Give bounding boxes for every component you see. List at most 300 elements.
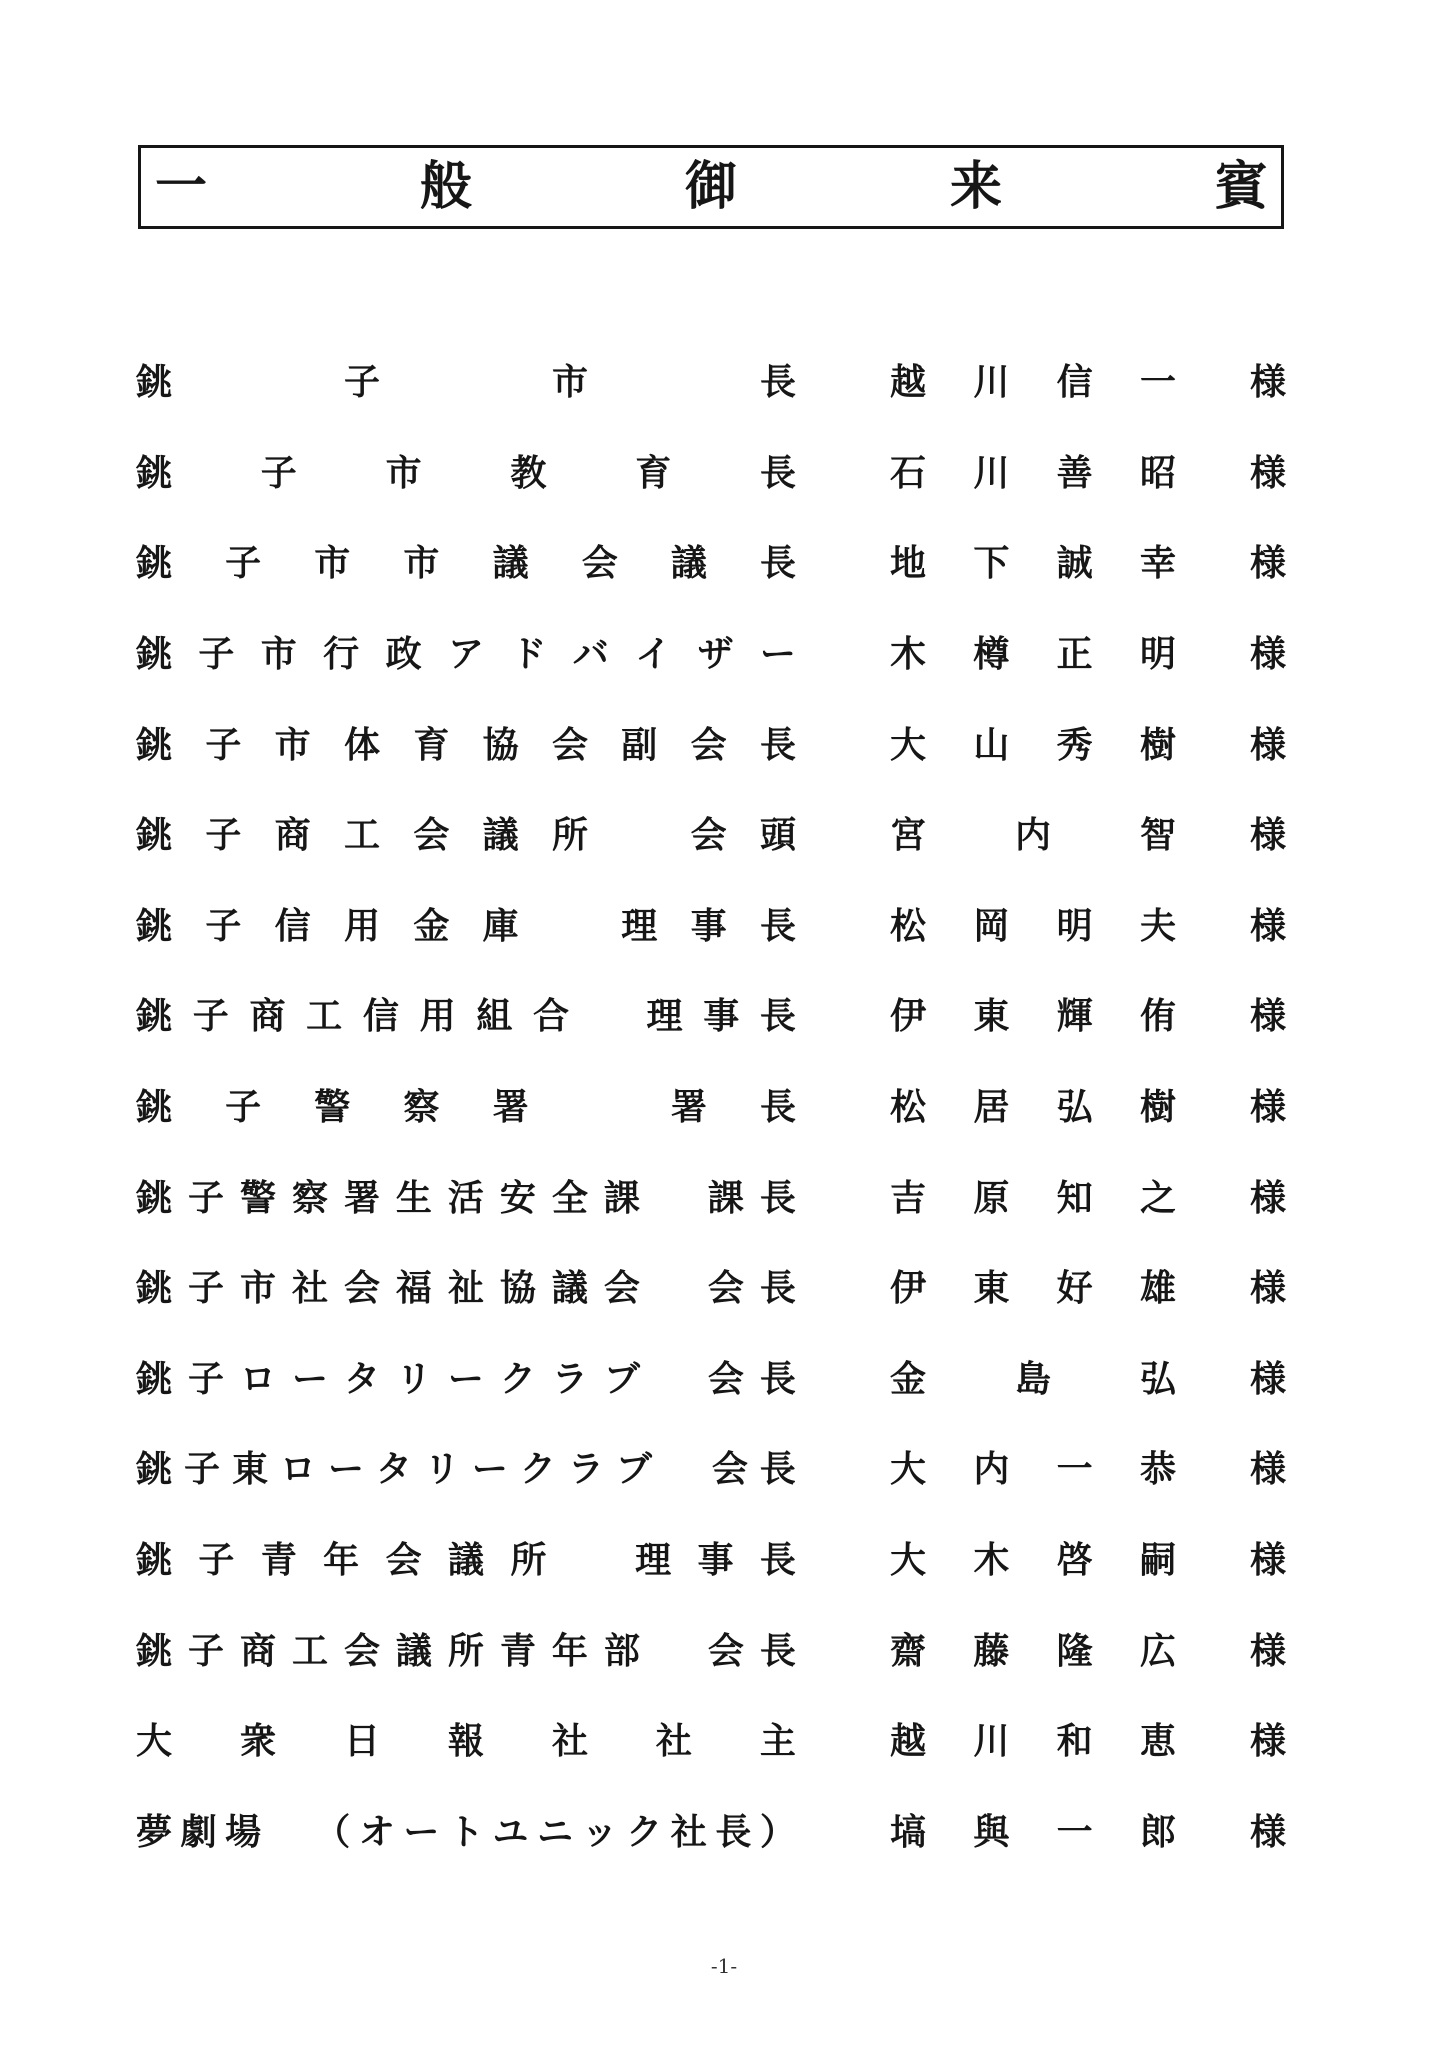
role-char: 工 bbox=[291, 1630, 328, 1672]
role-char: 祉 bbox=[447, 1268, 484, 1310]
role-char: 育 bbox=[635, 452, 672, 494]
name-char: 雄 bbox=[1139, 1268, 1176, 1310]
role-char: 安 bbox=[499, 1177, 536, 1219]
name-char: 伊 bbox=[890, 996, 927, 1038]
role-char: ー bbox=[759, 634, 796, 676]
role-char: 銚 bbox=[136, 1358, 173, 1400]
guest-role bbox=[136, 634, 796, 676]
role-char: 銚 bbox=[136, 1177, 173, 1219]
role-char: 青 bbox=[260, 1540, 297, 1582]
guest-row bbox=[136, 1153, 1286, 1244]
role-char: 子 bbox=[192, 996, 229, 1038]
honorific: 様 bbox=[1249, 1540, 1286, 1582]
guest-role bbox=[136, 905, 796, 947]
honorific: 様 bbox=[1249, 543, 1286, 585]
role-char: イ bbox=[635, 634, 672, 676]
role-char: ク bbox=[499, 1358, 536, 1400]
honorific: 様 bbox=[1249, 1358, 1286, 1400]
role-char: 会 bbox=[603, 1268, 640, 1310]
role-char: 理 bbox=[621, 905, 658, 947]
guest-role bbox=[136, 452, 796, 494]
name-char: 一 bbox=[1056, 1449, 1093, 1491]
guest-name bbox=[890, 1811, 1176, 1853]
name-char: 幸 bbox=[1139, 543, 1176, 585]
name-char: 木 bbox=[890, 634, 927, 676]
role-char: 用 bbox=[343, 905, 380, 947]
honorific: 様 bbox=[1249, 1177, 1286, 1219]
honorific: 様 bbox=[1249, 1811, 1286, 1853]
role-char: 署 bbox=[670, 1087, 707, 1129]
role-char: 市 bbox=[239, 1268, 276, 1310]
role-char: 会 bbox=[707, 1358, 744, 1400]
title-char: 賓 bbox=[1214, 157, 1267, 217]
name-char: 秀 bbox=[1056, 724, 1093, 766]
honorific: 様 bbox=[1249, 724, 1286, 766]
name-char: 齋 bbox=[890, 1630, 927, 1672]
role-char: 場 bbox=[225, 1811, 262, 1853]
name-char: 石 bbox=[890, 452, 927, 494]
guest-row bbox=[136, 700, 1286, 791]
role-char: 行 bbox=[323, 634, 360, 676]
name-char: 弘 bbox=[1139, 1358, 1176, 1400]
name-char: 隆 bbox=[1056, 1630, 1093, 1672]
name-char: 和 bbox=[1056, 1721, 1093, 1763]
role-char bbox=[656, 1181, 692, 1217]
role-char: 用 bbox=[419, 996, 456, 1038]
role-char: 署 bbox=[343, 1177, 380, 1219]
guest-name bbox=[890, 1087, 1176, 1129]
role-char: 長 bbox=[759, 362, 796, 404]
name-char: 木 bbox=[973, 1540, 1010, 1582]
name-char: 居 bbox=[973, 1087, 1010, 1129]
role-char: ロ bbox=[279, 1449, 316, 1491]
role-char: 会 bbox=[413, 815, 450, 857]
guest-role bbox=[136, 1630, 796, 1672]
role-char: 銚 bbox=[136, 815, 173, 857]
role-char: 議 bbox=[551, 1268, 588, 1310]
role-char: 育 bbox=[413, 724, 450, 766]
guest-name bbox=[890, 905, 1176, 947]
role-char: 警 bbox=[239, 1177, 276, 1219]
role-char: 子 bbox=[225, 543, 262, 585]
guest-name bbox=[890, 996, 1176, 1038]
role-char: 東 bbox=[231, 1449, 268, 1491]
role-char: 劇 bbox=[180, 1811, 217, 1853]
guest-name bbox=[890, 1268, 1176, 1310]
name-char: 原 bbox=[973, 1177, 1010, 1219]
name-char: 好 bbox=[1056, 1268, 1093, 1310]
role-char: ） bbox=[759, 1811, 796, 1853]
role-char: 夢 bbox=[136, 1811, 173, 1853]
name-char: 塙 bbox=[890, 1811, 927, 1853]
role-char: 商 bbox=[249, 996, 286, 1038]
guest-row bbox=[136, 1788, 1286, 1879]
role-char: 署 bbox=[492, 1087, 529, 1129]
role-char: 会 bbox=[690, 724, 727, 766]
role-char: 事 bbox=[703, 996, 740, 1038]
role-char: ブ bbox=[615, 1449, 652, 1491]
role-char: 課 bbox=[707, 1177, 744, 1219]
role-char: 市 bbox=[274, 724, 311, 766]
role-char: 警 bbox=[314, 1087, 351, 1129]
role-char bbox=[270, 1815, 306, 1851]
role-char: 長 bbox=[759, 1449, 796, 1491]
name-char: 東 bbox=[973, 996, 1010, 1038]
name-char: 啓 bbox=[1056, 1540, 1093, 1582]
role-char: ー bbox=[403, 1811, 440, 1853]
name-char: 輝 bbox=[1056, 996, 1093, 1038]
role-char: 工 bbox=[306, 996, 343, 1038]
role-char: ブ bbox=[603, 1358, 640, 1400]
role-char: 会 bbox=[707, 1630, 744, 1672]
role-char: 生 bbox=[395, 1177, 432, 1219]
role-char: 信 bbox=[274, 905, 311, 947]
role-char: ア bbox=[447, 634, 484, 676]
title-box bbox=[138, 145, 1284, 229]
honorific: 様 bbox=[1249, 362, 1286, 404]
guest-role bbox=[136, 1087, 796, 1129]
guest-row bbox=[136, 1425, 1286, 1516]
guest-name bbox=[890, 1630, 1176, 1672]
role-char: 子 bbox=[205, 905, 242, 947]
role-char: 市 bbox=[314, 543, 351, 585]
role-char: 年 bbox=[323, 1540, 360, 1582]
role-char: 長 bbox=[759, 543, 796, 585]
role-char: 課 bbox=[603, 1177, 640, 1219]
guest-row bbox=[136, 882, 1286, 973]
role-char: 工 bbox=[343, 815, 380, 857]
role-char: 信 bbox=[362, 996, 399, 1038]
role-char: ニ bbox=[537, 1811, 574, 1853]
role-char bbox=[552, 909, 588, 945]
role-char: ー bbox=[447, 1358, 484, 1400]
name-char: 山 bbox=[973, 724, 1010, 766]
role-char: 議 bbox=[492, 543, 529, 585]
name-char: 郎 bbox=[1139, 1811, 1176, 1853]
role-char: 銚 bbox=[136, 996, 173, 1038]
role-char: ー bbox=[291, 1358, 328, 1400]
honorific: 様 bbox=[1249, 1087, 1286, 1129]
role-char: 長 bbox=[759, 1358, 796, 1400]
role-char: 社 bbox=[551, 1721, 588, 1763]
role-char: ユ bbox=[492, 1811, 529, 1853]
role-char: 長 bbox=[759, 1630, 796, 1672]
role-char: 主 bbox=[759, 1721, 796, 1763]
role-char: 子 bbox=[187, 1268, 224, 1310]
name-char: 越 bbox=[890, 1721, 927, 1763]
honorific: 様 bbox=[1249, 1630, 1286, 1672]
name-char: 内 bbox=[973, 1449, 1010, 1491]
role-char: 所 bbox=[510, 1540, 547, 1582]
name-char: 正 bbox=[1056, 634, 1093, 676]
title-char: 来 bbox=[949, 157, 1002, 217]
role-char: 子 bbox=[343, 362, 380, 404]
role-char: 子 bbox=[205, 724, 242, 766]
name-char: 昭 bbox=[1139, 452, 1176, 494]
name-char: 大 bbox=[890, 1540, 927, 1582]
honorific: 様 bbox=[1249, 815, 1286, 857]
role-char: 長 bbox=[715, 1811, 752, 1853]
role-char: 合 bbox=[533, 996, 570, 1038]
name-char: 岡 bbox=[973, 905, 1010, 947]
guest-role bbox=[136, 1811, 796, 1853]
guest-name bbox=[890, 1721, 1176, 1763]
guest-row bbox=[136, 1606, 1286, 1697]
role-char: 副 bbox=[621, 724, 658, 766]
guest-row bbox=[136, 1516, 1286, 1607]
role-char: 議 bbox=[395, 1630, 432, 1672]
role-char: 銚 bbox=[136, 1087, 173, 1129]
honorific: 様 bbox=[1249, 1721, 1286, 1763]
role-char: 福 bbox=[395, 1268, 432, 1310]
name-char: 宮 bbox=[890, 815, 927, 857]
guest-role bbox=[136, 1177, 796, 1219]
name-char: 夫 bbox=[1139, 905, 1176, 947]
role-char: 協 bbox=[482, 724, 519, 766]
role-char bbox=[656, 1271, 692, 1307]
name-char: 明 bbox=[1139, 634, 1176, 676]
role-char: 商 bbox=[239, 1630, 276, 1672]
role-char: 察 bbox=[291, 1177, 328, 1219]
honorific: 様 bbox=[1249, 1449, 1286, 1491]
role-char: 長 bbox=[759, 1268, 796, 1310]
guest-list bbox=[136, 338, 1286, 1878]
role-char: 部 bbox=[603, 1630, 640, 1672]
name-char: 伊 bbox=[890, 1268, 927, 1310]
name-char: 下 bbox=[973, 543, 1010, 585]
name-char: 信 bbox=[1056, 362, 1093, 404]
name-char: 弘 bbox=[1056, 1087, 1093, 1129]
role-char: 金 bbox=[413, 905, 450, 947]
name-char: 大 bbox=[890, 1449, 927, 1491]
name-char: 松 bbox=[890, 1087, 927, 1129]
role-char: 大 bbox=[136, 1721, 173, 1763]
role-char: 教 bbox=[510, 452, 547, 494]
role-char: ッ bbox=[581, 1811, 618, 1853]
name-char: 広 bbox=[1139, 1630, 1176, 1672]
name-char: 吉 bbox=[890, 1177, 927, 1219]
role-char: 市 bbox=[260, 634, 297, 676]
role-char: 会 bbox=[343, 1630, 380, 1672]
role-char: 子 bbox=[187, 1630, 224, 1672]
guest-name bbox=[890, 1449, 1176, 1491]
name-char: 一 bbox=[1056, 1811, 1093, 1853]
title-char: 般 bbox=[419, 157, 472, 217]
role-char: 社 bbox=[655, 1721, 692, 1763]
name-char: 川 bbox=[973, 1721, 1010, 1763]
role-char: ク bbox=[519, 1449, 556, 1491]
role-char: 長 bbox=[759, 1087, 796, 1129]
role-char: 会 bbox=[711, 1449, 748, 1491]
role-char: 長 bbox=[759, 724, 796, 766]
role-char: 議 bbox=[447, 1540, 484, 1582]
role-char: ザ bbox=[697, 634, 734, 676]
name-char: 之 bbox=[1139, 1177, 1176, 1219]
role-char: 組 bbox=[476, 996, 513, 1038]
role-char: 子 bbox=[205, 815, 242, 857]
title-char: 一 bbox=[155, 157, 208, 217]
role-char bbox=[590, 999, 626, 1035]
role-char: 会 bbox=[343, 1268, 380, 1310]
role-char: ロ bbox=[239, 1358, 276, 1400]
role-char: 銚 bbox=[136, 1630, 173, 1672]
honorific: 様 bbox=[1249, 905, 1286, 947]
role-char: リ bbox=[395, 1358, 432, 1400]
role-char: 市 bbox=[385, 452, 422, 494]
role-char: 銚 bbox=[136, 1268, 173, 1310]
role-char: ド bbox=[510, 634, 547, 676]
role-char bbox=[656, 1362, 692, 1398]
guest-role bbox=[136, 1540, 796, 1582]
role-char: 協 bbox=[499, 1268, 536, 1310]
guest-row bbox=[136, 610, 1286, 701]
honorific: 様 bbox=[1249, 996, 1286, 1038]
name-char: 大 bbox=[890, 724, 927, 766]
guest-role bbox=[136, 996, 796, 1038]
role-char: 議 bbox=[670, 543, 707, 585]
role-char: ク bbox=[626, 1811, 663, 1853]
role-char: ラ bbox=[567, 1449, 604, 1491]
role-char: 政 bbox=[385, 634, 422, 676]
role-char bbox=[582, 1090, 618, 1126]
role-char: 銚 bbox=[136, 724, 173, 766]
role-char: 所 bbox=[447, 1630, 484, 1672]
honorific: 様 bbox=[1249, 1268, 1286, 1310]
role-char: 長 bbox=[759, 1177, 796, 1219]
name-char: 川 bbox=[973, 362, 1010, 404]
role-char: 子 bbox=[225, 1087, 262, 1129]
name-char: 地 bbox=[890, 543, 927, 585]
page-title bbox=[141, 148, 1281, 226]
role-char: 体 bbox=[343, 724, 380, 766]
role-char bbox=[621, 818, 657, 854]
role-char: 事 bbox=[690, 905, 727, 947]
role-char: 所 bbox=[551, 815, 588, 857]
role-char bbox=[664, 1452, 700, 1488]
role-char: 子 bbox=[260, 452, 297, 494]
role-char: 庫 bbox=[482, 905, 519, 947]
role-char: 会 bbox=[551, 724, 588, 766]
role-char: 察 bbox=[403, 1087, 440, 1129]
role-char: ー bbox=[471, 1449, 508, 1491]
name-char: 東 bbox=[973, 1268, 1010, 1310]
role-char: 銚 bbox=[136, 634, 173, 676]
role-char: ラ bbox=[551, 1358, 588, 1400]
role-char: ー bbox=[327, 1449, 364, 1491]
name-char: 與 bbox=[973, 1811, 1010, 1853]
guest-name bbox=[890, 543, 1176, 585]
role-char: 長 bbox=[759, 996, 796, 1038]
guest-row bbox=[136, 972, 1286, 1063]
guest-role bbox=[136, 543, 796, 585]
guest-row bbox=[136, 1697, 1286, 1788]
name-char: 一 bbox=[1139, 362, 1176, 404]
guest-name bbox=[890, 724, 1176, 766]
role-char bbox=[573, 1543, 609, 1579]
guest-name bbox=[890, 1540, 1176, 1582]
name-char: 智 bbox=[1139, 815, 1176, 857]
role-char: 子 bbox=[198, 634, 235, 676]
guest-row bbox=[136, 429, 1286, 520]
name-char: 金 bbox=[890, 1358, 927, 1400]
role-char: 全 bbox=[551, 1177, 588, 1219]
guest-role bbox=[136, 724, 796, 766]
guest-row bbox=[136, 338, 1286, 429]
role-char: 会 bbox=[690, 815, 727, 857]
guest-name bbox=[890, 634, 1176, 676]
role-char: 子 bbox=[183, 1449, 220, 1491]
role-char: 会 bbox=[385, 1540, 422, 1582]
role-char: 頭 bbox=[759, 815, 796, 857]
guest-role bbox=[136, 1721, 796, 1763]
name-char: 越 bbox=[890, 362, 927, 404]
role-char: 報 bbox=[447, 1721, 484, 1763]
role-char: 銚 bbox=[136, 905, 173, 947]
guest-name bbox=[890, 362, 1176, 404]
role-char: タ bbox=[343, 1358, 380, 1400]
name-char: 恭 bbox=[1139, 1449, 1176, 1491]
role-char: 子 bbox=[187, 1177, 224, 1219]
role-char: 銚 bbox=[136, 452, 173, 494]
role-char: リ bbox=[423, 1449, 460, 1491]
page-number: -1- bbox=[710, 1954, 738, 1978]
name-char: 藤 bbox=[973, 1630, 1010, 1672]
role-char: 理 bbox=[635, 1540, 672, 1582]
role-char: 子 bbox=[198, 1540, 235, 1582]
name-char: 知 bbox=[1056, 1177, 1093, 1219]
guest-role bbox=[136, 362, 796, 404]
name-char: 善 bbox=[1056, 452, 1093, 494]
role-char: オ bbox=[358, 1811, 395, 1853]
role-char: 商 bbox=[274, 815, 311, 857]
role-char: 銚 bbox=[136, 543, 173, 585]
guest-role bbox=[136, 1268, 796, 1310]
guest-name bbox=[890, 452, 1176, 494]
role-char: 議 bbox=[482, 815, 519, 857]
role-char: 長 bbox=[759, 1540, 796, 1582]
role-char: 衆 bbox=[239, 1721, 276, 1763]
honorific: 様 bbox=[1249, 452, 1286, 494]
role-char: 活 bbox=[447, 1177, 484, 1219]
guest-name bbox=[890, 815, 1176, 857]
name-char: 樹 bbox=[1139, 1087, 1176, 1129]
title-char: 御 bbox=[684, 157, 737, 217]
name-char: 樽 bbox=[973, 634, 1010, 676]
role-char: 子 bbox=[187, 1358, 224, 1400]
honorific: 様 bbox=[1249, 634, 1286, 676]
role-char: 理 bbox=[646, 996, 683, 1038]
name-char: 明 bbox=[1056, 905, 1093, 947]
name-char: 誠 bbox=[1056, 543, 1093, 585]
name-char: 恵 bbox=[1139, 1721, 1176, 1763]
role-char: 銚 bbox=[136, 362, 173, 404]
role-char: 社 bbox=[291, 1268, 328, 1310]
guest-row bbox=[136, 1063, 1286, 1154]
role-char: 会 bbox=[707, 1268, 744, 1310]
role-char: バ bbox=[572, 634, 609, 676]
role-char: ト bbox=[447, 1811, 484, 1853]
guest-row bbox=[136, 1335, 1286, 1426]
name-char: 島 bbox=[1014, 1358, 1051, 1400]
role-char: 銚 bbox=[136, 1449, 173, 1491]
role-char: 長 bbox=[759, 452, 796, 494]
role-char: （ bbox=[314, 1811, 351, 1853]
name-char: 内 bbox=[1014, 815, 1051, 857]
role-char: 長 bbox=[759, 905, 796, 947]
name-char: 嗣 bbox=[1139, 1540, 1176, 1582]
role-char: 日 bbox=[343, 1721, 380, 1763]
guest-role bbox=[136, 815, 796, 857]
